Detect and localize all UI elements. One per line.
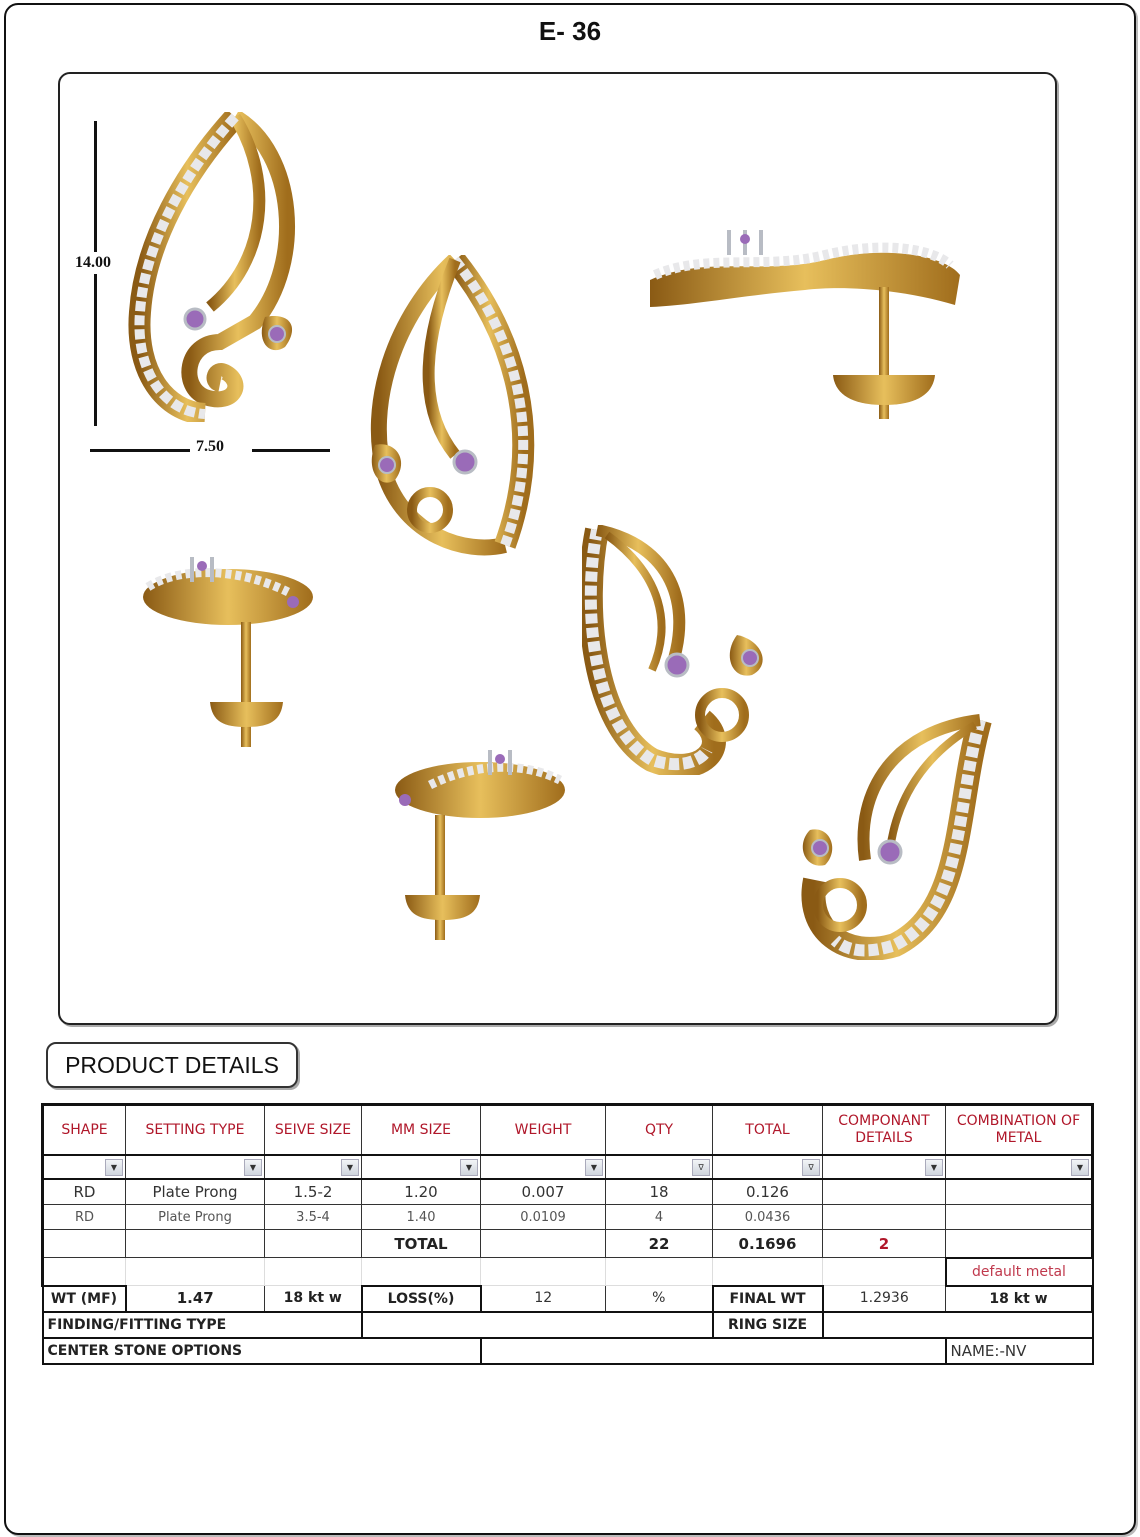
cell-mm-size: 1.20 bbox=[362, 1179, 481, 1205]
loss-value: 12 bbox=[481, 1286, 606, 1312]
header-seive-size: SEIVE SIZE bbox=[265, 1105, 362, 1156]
empty-cell bbox=[606, 1258, 713, 1286]
finding-fitting-label: FINDING/FITTING TYPE bbox=[43, 1312, 362, 1338]
ring-size-value[interactable] bbox=[823, 1312, 1093, 1338]
filter-cell-combination bbox=[946, 1155, 1093, 1179]
final-wt-label: FINAL WT bbox=[713, 1286, 823, 1312]
name-label: NAME:-NV bbox=[946, 1338, 1093, 1364]
ring-size-label: RING SIZE bbox=[713, 1312, 823, 1338]
header-component-details: COMPONANT DETAILS bbox=[823, 1105, 946, 1156]
filter-cell-setting-type bbox=[126, 1155, 265, 1179]
center-stone-options-label: CENTER STONE OPTIONS bbox=[43, 1338, 481, 1364]
cell-combination bbox=[946, 1179, 1093, 1205]
header-shape: SHAPE bbox=[43, 1105, 126, 1156]
total-component: 2 bbox=[823, 1230, 946, 1258]
default-metal-label: default metal bbox=[946, 1258, 1093, 1286]
center-stone-row bbox=[43, 1338, 1093, 1364]
spacer-row bbox=[43, 1258, 1093, 1286]
empty-cell bbox=[43, 1230, 126, 1258]
page-title: E- 36 bbox=[538, 16, 602, 46]
cell-total: 0.126 bbox=[713, 1179, 823, 1205]
width-dimension-line-right bbox=[252, 449, 330, 452]
earring-side-view-small-center-image bbox=[390, 745, 570, 945]
empty-cell bbox=[946, 1230, 1093, 1258]
header-mm-size: MM SIZE bbox=[362, 1105, 481, 1156]
dropdown-arrow-icon[interactable]: ▼ bbox=[1071, 1159, 1089, 1176]
loss-unit: % bbox=[606, 1286, 713, 1312]
total-label: TOTAL bbox=[362, 1230, 481, 1258]
filter-cell-qty bbox=[606, 1155, 713, 1179]
cell-component bbox=[823, 1179, 946, 1205]
final-metal-type: 18 kt w bbox=[946, 1286, 1093, 1312]
filter-cell-shape bbox=[43, 1155, 126, 1179]
cell-shape: RD bbox=[43, 1205, 126, 1230]
dropdown-arrow-icon[interactable]: ▼ bbox=[244, 1159, 262, 1176]
center-stone-options-value[interactable] bbox=[481, 1338, 946, 1364]
empty-cell bbox=[126, 1230, 265, 1258]
dropdown-arrow-icon[interactable]: ▼ bbox=[460, 1159, 478, 1176]
filter-cell-total bbox=[713, 1155, 823, 1179]
cell-setting-type: Plate Prong bbox=[126, 1179, 265, 1205]
height-dimension-label: 14.00 bbox=[75, 252, 111, 274]
final-wt-value: 1.2936 bbox=[823, 1286, 946, 1312]
cell-combination bbox=[946, 1205, 1093, 1230]
empty-cell bbox=[265, 1258, 362, 1286]
cell-total: 0.0436 bbox=[713, 1205, 823, 1230]
table-row bbox=[43, 1205, 1093, 1230]
earring-angled-view-1-image bbox=[365, 255, 545, 565]
dropdown-arrow-icon[interactable]: ▼ bbox=[585, 1159, 603, 1176]
metal-type: 18 kt w bbox=[265, 1286, 362, 1312]
header-combination-of-metal: COMBINATION OF METAL bbox=[946, 1105, 1093, 1156]
filter-active-icon[interactable]: ∇ bbox=[802, 1159, 820, 1176]
cell-component bbox=[823, 1205, 946, 1230]
cell-seive-size: 1.5-2 bbox=[265, 1179, 362, 1205]
filter-cell-seive-size bbox=[265, 1155, 362, 1179]
empty-cell bbox=[362, 1258, 481, 1286]
filter-cell-component bbox=[823, 1155, 946, 1179]
earring-side-view-small-left-image bbox=[138, 552, 318, 752]
width-dimension-line-left bbox=[90, 449, 190, 452]
cell-seive-size: 3.5-4 bbox=[265, 1205, 362, 1230]
table-row bbox=[43, 1179, 1093, 1205]
cell-weight: 0.007 bbox=[481, 1179, 606, 1205]
earring-front-view-image bbox=[125, 112, 305, 422]
total-weight: 0.1696 bbox=[713, 1230, 823, 1258]
earring-angled-view-3-image bbox=[795, 710, 995, 960]
filter-cell-weight bbox=[481, 1155, 606, 1179]
summary-row bbox=[43, 1286, 1093, 1312]
earring-side-view-long-image bbox=[645, 225, 965, 425]
filter-active-icon[interactable]: ∇ bbox=[692, 1159, 710, 1176]
empty-cell bbox=[823, 1258, 946, 1286]
cell-weight: 0.0109 bbox=[481, 1205, 606, 1230]
empty-cell bbox=[481, 1230, 606, 1258]
finding-fitting-value[interactable] bbox=[362, 1312, 713, 1338]
filter-row bbox=[43, 1155, 1093, 1179]
width-dimension-label: 7.50 bbox=[196, 438, 224, 455]
wt-mf-value: 1.47 bbox=[126, 1286, 265, 1312]
cell-qty: 4 bbox=[606, 1205, 713, 1230]
header-row bbox=[43, 1105, 1093, 1156]
header-total: TOTAL bbox=[713, 1105, 823, 1156]
cell-mm-size: 1.40 bbox=[362, 1205, 481, 1230]
cell-setting-type: Plate Prong bbox=[126, 1205, 265, 1230]
finding-row bbox=[43, 1312, 1093, 1338]
product-details-table bbox=[41, 1103, 1094, 1365]
header-setting-type: SETTING TYPE bbox=[126, 1105, 265, 1156]
wt-mf-label: WT (MF) bbox=[43, 1286, 126, 1312]
empty-cell bbox=[265, 1230, 362, 1258]
empty-cell bbox=[43, 1258, 126, 1286]
dropdown-arrow-icon[interactable]: ▼ bbox=[925, 1159, 943, 1176]
total-row bbox=[43, 1230, 1093, 1258]
total-qty: 22 bbox=[606, 1230, 713, 1258]
empty-cell bbox=[126, 1258, 265, 1286]
dropdown-arrow-icon[interactable]: ▼ bbox=[105, 1159, 123, 1176]
product-details-heading: PRODUCT DETAILS bbox=[46, 1042, 298, 1088]
header-weight: WEIGHT bbox=[481, 1105, 606, 1156]
loss-label: LOSS(%) bbox=[362, 1286, 481, 1312]
empty-cell bbox=[713, 1258, 823, 1286]
header-qty: QTY bbox=[606, 1105, 713, 1156]
cell-qty: 18 bbox=[606, 1179, 713, 1205]
filter-cell-mm-size bbox=[362, 1155, 481, 1179]
empty-cell bbox=[481, 1258, 606, 1286]
earring-angled-view-2-image bbox=[582, 525, 782, 775]
cell-shape: RD bbox=[43, 1179, 126, 1205]
dropdown-arrow-icon[interactable]: ▼ bbox=[341, 1159, 359, 1176]
